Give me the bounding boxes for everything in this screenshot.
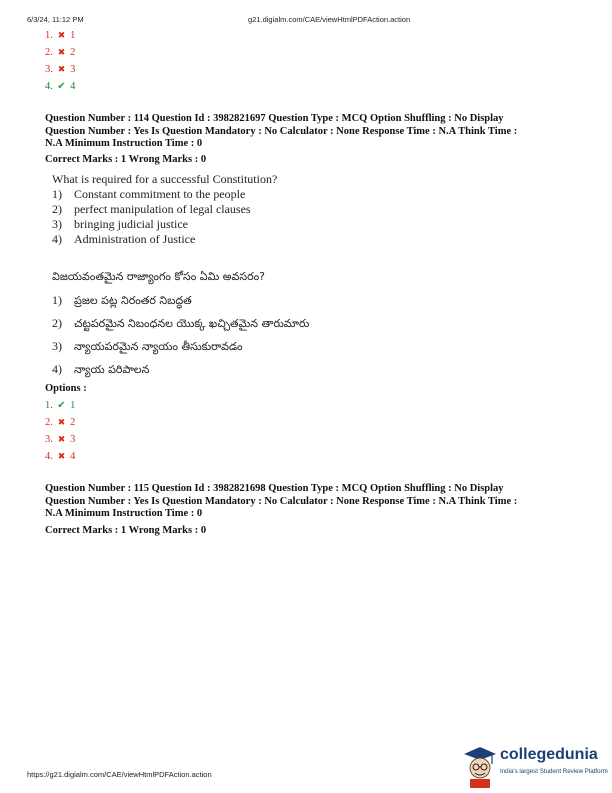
meta-line: N.A Minimum Instruction Time : 0 bbox=[45, 508, 203, 519]
choice-text: ప్రజల పట్ల నిరంతర నిబద్ధత bbox=[74, 294, 192, 307]
student-mascot-icon bbox=[462, 744, 498, 788]
question-115-marks: Correct Marks : 1 Wrong Marks : 0 bbox=[45, 525, 207, 536]
choice-text: bringing judicial justice bbox=[74, 217, 188, 231]
option-value: 4 bbox=[70, 451, 76, 462]
logo-tagline: India's largest Student Review Platform bbox=[500, 768, 608, 775]
meta-line: Question Number : 115 Question Id : 3982821698 Question Type : MCQ Option Shuffling : No Display bbox=[45, 483, 504, 494]
option-value: 1 bbox=[70, 400, 76, 411]
checkmark-icon: ✔ bbox=[57, 81, 66, 92]
option-value: 3 bbox=[70, 64, 76, 75]
choice-english bbox=[52, 202, 251, 217]
option-number: 1. bbox=[45, 30, 53, 41]
option-row-correct bbox=[45, 80, 75, 93]
cross-icon: ✖ bbox=[57, 417, 66, 427]
cross-icon: ✖ bbox=[57, 47, 66, 57]
choice-number: 3) bbox=[52, 217, 62, 231]
option-row bbox=[45, 29, 75, 42]
option-row-correct bbox=[45, 399, 75, 412]
print-url: g21.digialm.com/CAE/viewHtmlPDFAction.action bbox=[248, 15, 411, 24]
meta-line: Question Number : Yes Is Question Mandatory : No Calculator : None Response Time : N.A Think Time : bbox=[45, 125, 518, 137]
choice-text: చట్టపరమైన నిబంధనల యొక్క ఖచ్చితమైన తారుమారు bbox=[74, 317, 310, 330]
choice-english bbox=[52, 232, 195, 247]
choice-text: న్యాయ పరిపాలన bbox=[74, 363, 150, 376]
choice-text: perfect manipulation of legal clauses bbox=[74, 202, 251, 216]
question-115-meta bbox=[45, 483, 575, 521]
option-row bbox=[45, 450, 75, 463]
choice-text: Administration of Justice bbox=[74, 232, 196, 246]
choice-number: 1) bbox=[52, 187, 62, 201]
option-number: 3. bbox=[45, 64, 53, 75]
choice-number: 2) bbox=[52, 202, 62, 216]
choice-english bbox=[52, 187, 245, 202]
cross-icon: ✖ bbox=[57, 64, 66, 74]
choice-number: 4) bbox=[52, 232, 62, 246]
choice-number: 2) bbox=[52, 316, 62, 330]
print-timestamp: 6/3/24, 11:12 PM bbox=[27, 15, 84, 24]
meta-line: N.A Minimum Instruction Time : 0 bbox=[45, 138, 203, 149]
question-114-meta bbox=[45, 113, 575, 151]
logo-wordmark: collegedunia bbox=[500, 746, 598, 763]
option-row bbox=[45, 46, 75, 59]
option-row bbox=[45, 63, 75, 76]
meta-line: Question Number : 114 Question Id : 3982821697 Question Type : MCQ Option Shuffling : No Display bbox=[45, 113, 504, 124]
cross-icon: ✖ bbox=[57, 434, 66, 444]
option-number: 4. bbox=[45, 81, 53, 92]
choice-telugu bbox=[52, 362, 149, 379]
option-number: 4. bbox=[45, 451, 53, 462]
option-value: 2 bbox=[70, 417, 76, 428]
choice-telugu bbox=[52, 316, 309, 333]
checkmark-icon: ✔ bbox=[57, 400, 66, 411]
choice-number: 4) bbox=[52, 362, 62, 376]
option-number: 2. bbox=[45, 417, 53, 428]
option-number: 3. bbox=[45, 434, 53, 445]
option-value: 2 bbox=[70, 47, 76, 58]
option-value: 3 bbox=[70, 434, 76, 445]
option-value: 1 bbox=[70, 30, 76, 41]
question-text-english: What is required for a successful Constitution? bbox=[52, 172, 278, 186]
cross-icon: ✖ bbox=[57, 30, 66, 40]
choice-text: న్యాయపరమైన న్యాయం తీసుకురావడం bbox=[74, 340, 243, 353]
choice-telugu bbox=[52, 293, 192, 310]
meta-line: Question Number : Yes Is Question Mandatory : No Calculator : None Response Time : N.A Think Time : bbox=[45, 495, 518, 507]
footer-url: https://g21.digialm.com/CAE/viewHtmlPDFAction.action bbox=[27, 770, 212, 779]
cross-icon: ✖ bbox=[57, 451, 66, 461]
option-row bbox=[45, 416, 75, 429]
choice-english bbox=[52, 217, 188, 232]
choice-telugu bbox=[52, 339, 243, 356]
choice-number: 1) bbox=[52, 293, 62, 307]
collegedunia-logo bbox=[462, 744, 612, 788]
options-heading: Options : bbox=[45, 383, 87, 394]
choice-text: Constant commitment to the people bbox=[74, 187, 246, 201]
choice-number: 3) bbox=[52, 339, 62, 353]
question-text-telugu: విజయవంతమైన రాజ్యాంగం కోసం ఏమి అవసరం? bbox=[52, 270, 266, 283]
option-row bbox=[45, 433, 75, 446]
question-114-marks: Correct Marks : 1 Wrong Marks : 0 bbox=[45, 154, 207, 165]
option-number: 1. bbox=[45, 400, 53, 411]
option-number: 2. bbox=[45, 47, 53, 58]
option-value: 4 bbox=[70, 81, 76, 92]
